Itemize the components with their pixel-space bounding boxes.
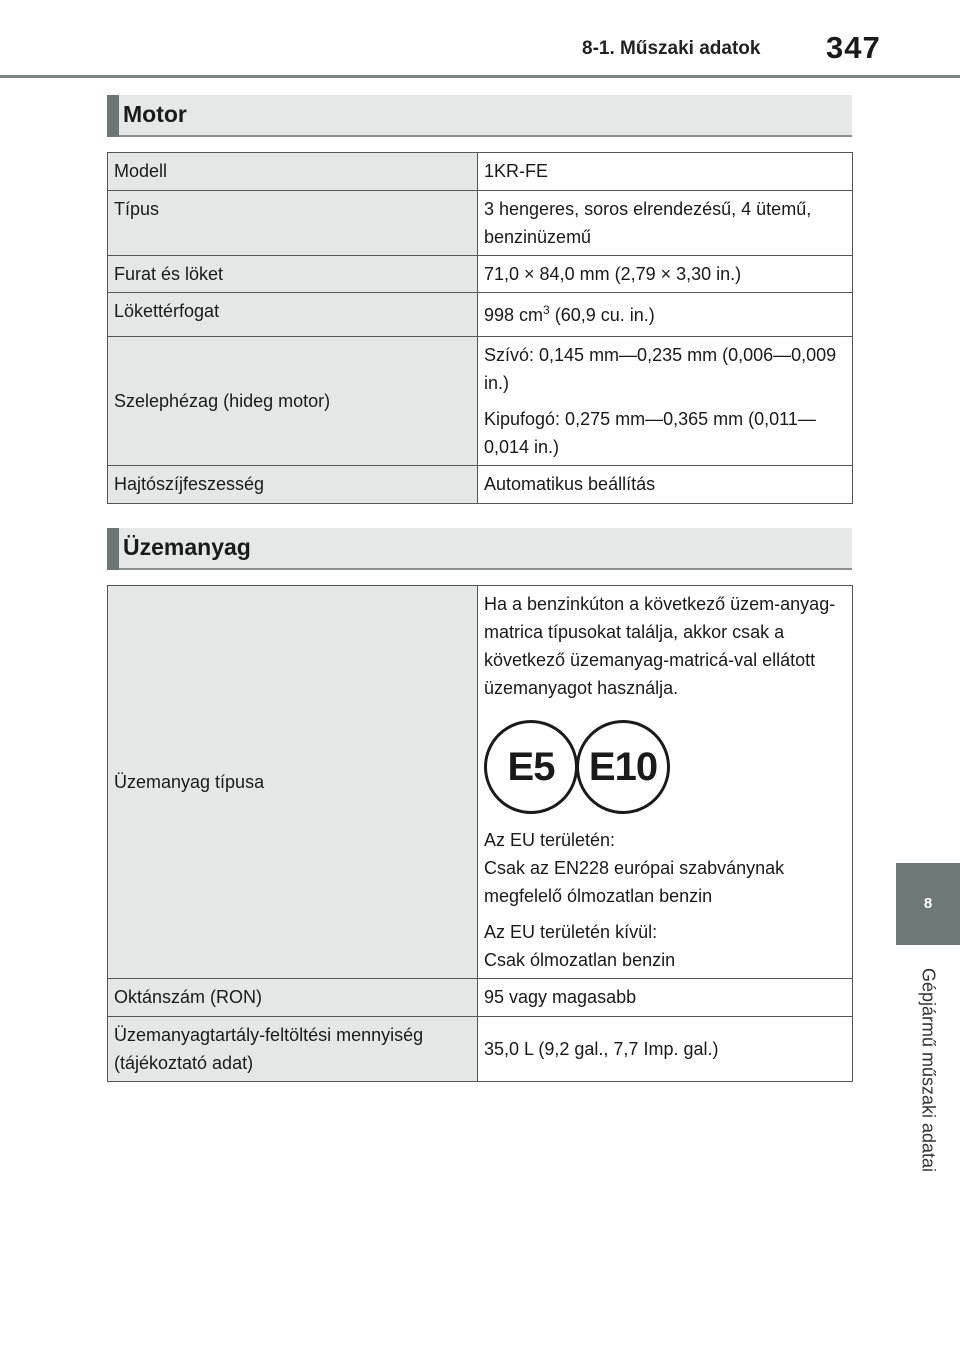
table-row bbox=[108, 466, 853, 504]
running-header-title: 8-1. Műszaki adatok bbox=[582, 38, 761, 59]
eu-text: Csak az EN228 európai szabványnak megfelelő ólmozatlan benzin bbox=[484, 858, 785, 906]
spec-key: Típus bbox=[108, 191, 478, 256]
spec-value: 71,0 × 84,0 mm (2,79 × 3,30 in.) bbox=[478, 256, 853, 293]
table-row bbox=[108, 586, 853, 979]
section-heading-motor bbox=[107, 95, 852, 137]
chapter-tab: 8 bbox=[896, 863, 960, 945]
non-eu-label: Az EU területén kívül: bbox=[484, 922, 658, 942]
page-number: 347 bbox=[826, 30, 881, 65]
spec-key: Lökettérfogat bbox=[108, 293, 478, 337]
spec-key: Szelephézag (hideg motor) bbox=[108, 337, 478, 466]
section-heading-label: Üzemanyag bbox=[123, 534, 251, 560]
spec-key: Üzemanyagtartály-feltöltési mennyiség (tájékoztató adat) bbox=[108, 1017, 478, 1082]
spec-value bbox=[478, 293, 853, 337]
e5-badge-icon: E5 bbox=[484, 720, 578, 814]
table-row bbox=[108, 256, 853, 293]
header-rule bbox=[0, 75, 960, 78]
spec-value: 35,0 L (9,2 gal., 7,7 Imp. gal.) bbox=[478, 1017, 853, 1082]
spec-key: Furat és löket bbox=[108, 256, 478, 293]
spec-key: Modell bbox=[108, 153, 478, 191]
table-row bbox=[108, 153, 853, 191]
spec-value bbox=[478, 586, 853, 979]
spec-key: Hajtószíjfeszesség bbox=[108, 466, 478, 504]
eu-label: Az EU területén: bbox=[484, 830, 616, 850]
fuel-spec-table bbox=[107, 585, 853, 1082]
section-heading-bar bbox=[107, 95, 119, 137]
fuel-intro-text: Ha a benzinkúton a következő üzem-anyag-matrica típusokat találja, akkor csak a következő üzemanyag-matricá-val ellátott üzemanyagot használja. bbox=[484, 594, 836, 698]
intake-clearance: Szívó: 0,145 mm—0,235 mm (0,006—0,009 in.) bbox=[484, 345, 837, 393]
table-row bbox=[108, 337, 853, 466]
exhaust-clearance: Kipufogó: 0,275 mm—0,365 mm (0,011—0,014 in.) bbox=[484, 409, 816, 457]
spec-key: Oktánszám (RON) bbox=[108, 979, 478, 1017]
chapter-title: Gépjármű műszaki adatai bbox=[918, 967, 939, 1173]
table-row bbox=[108, 1017, 853, 1082]
spec-value: 3 hengeres, soros elrendezésű, 4 ütemű, benzinüzemű bbox=[478, 191, 853, 256]
table-row bbox=[108, 191, 853, 256]
superscript-3: 3 bbox=[543, 303, 550, 317]
displacement-value: 998 cm bbox=[484, 305, 544, 325]
motor-spec-table bbox=[107, 152, 853, 504]
spec-value: 95 vagy magasabb bbox=[478, 979, 853, 1017]
fuel-label-badges bbox=[484, 720, 846, 816]
spec-value bbox=[478, 337, 853, 466]
e10-badge-icon: E10 bbox=[576, 720, 670, 814]
spec-value: 1KR-FE bbox=[478, 153, 853, 191]
section-heading-fuel bbox=[107, 528, 852, 570]
table-row bbox=[108, 293, 853, 337]
spec-key: Üzemanyag típusa bbox=[108, 586, 478, 979]
spec-value: Automatikus beállítás bbox=[478, 466, 853, 504]
section-heading-label: Motor bbox=[123, 101, 187, 127]
section-heading-bar bbox=[107, 528, 119, 570]
non-eu-text: Csak ólmozatlan benzin bbox=[484, 950, 676, 970]
table-row bbox=[108, 979, 853, 1017]
displacement-value-imperial: (60,9 cu. in.) bbox=[549, 305, 655, 325]
